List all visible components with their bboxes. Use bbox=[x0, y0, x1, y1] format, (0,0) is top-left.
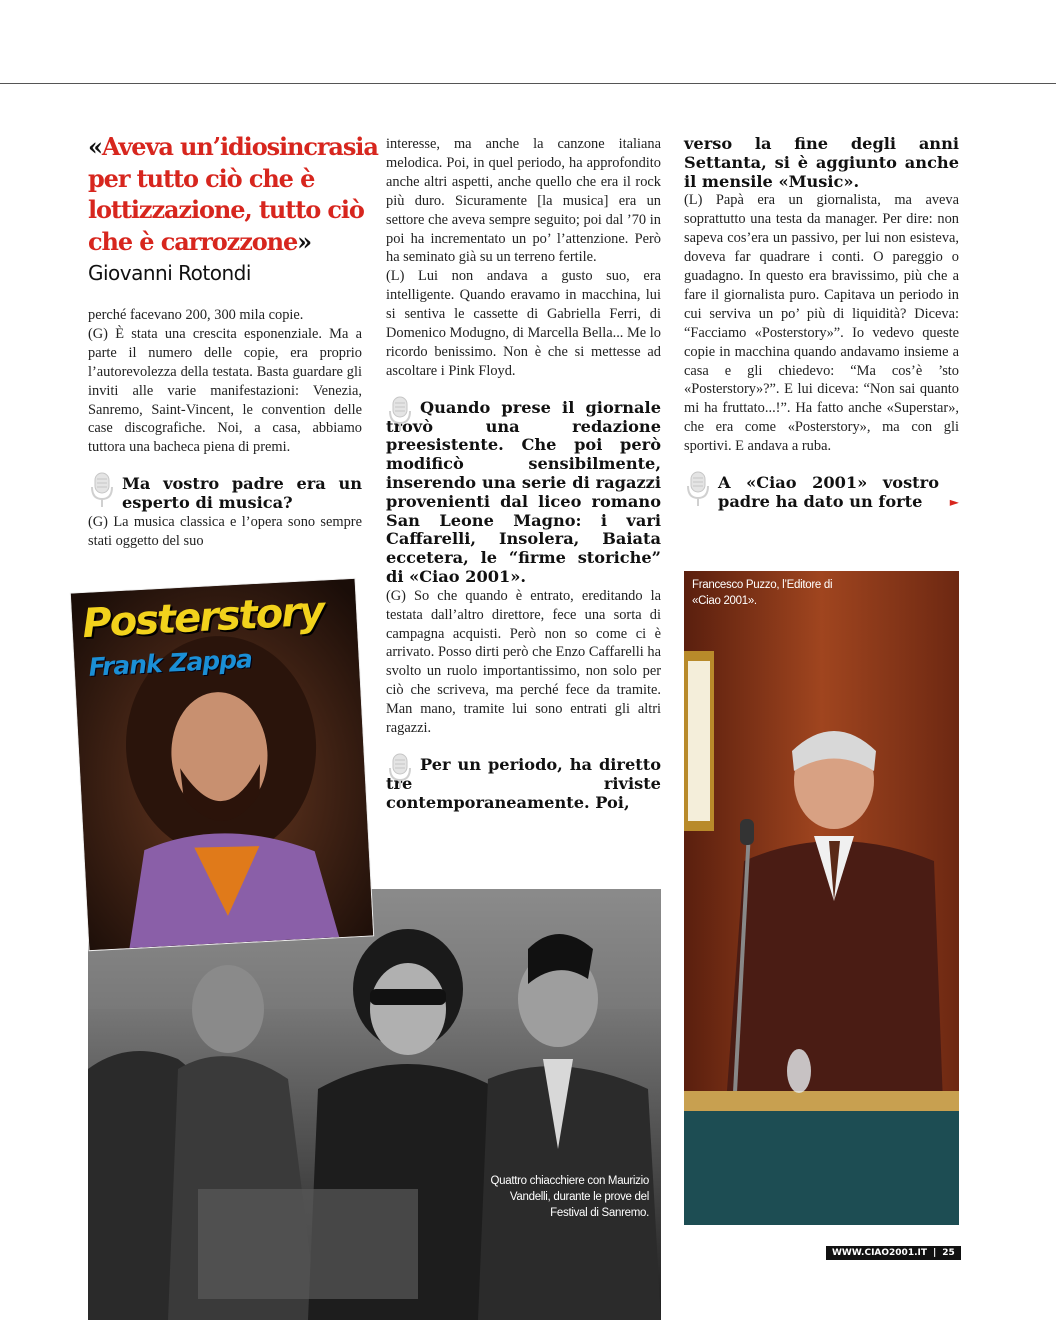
photo-color-caption: Francesco Puzzo, l’Editore di «Ciao 2001». bbox=[692, 579, 833, 607]
col2-paragraph-2: (L) Lui non andava a gusto suo, era intelligente. Quando eravamo in macchina, lui si sentiva le cassette di Gabriella Ferri, di Domenico Modugno, di Marcella Bella... Me lo ricordo benissimo. Non è che si mettesse ad ascoltare i Pink Floyd. bbox=[386, 268, 661, 379]
question-3-text: Per un periodo, ha diretto tre riviste contemporaneamente. Poi, bbox=[386, 755, 661, 812]
microphone-icon bbox=[88, 471, 116, 511]
col2-paragraph-1: interesse, ma anche la canzone italiana melodica. Poi, in quel periodo, ha approfondito anche altri aspetti, anche quello che era il rock più duro. Sicuramente [la musica] era un settore che aveva sempre seguito; poi dal ’70 in poi ha incrementato un po’ l’attenzione. Però ha seminato già su un terreno fertile. bbox=[386, 136, 661, 266]
magazine-subtitle: Frank Zappa bbox=[87, 644, 253, 682]
question-1-text: Ma vostro padre era un esperto di musica? bbox=[122, 474, 362, 513]
question-1 bbox=[88, 475, 362, 513]
column-1 bbox=[88, 306, 362, 551]
continue-arrow-icon: ► bbox=[949, 494, 959, 509]
photo-bw-sanremo bbox=[88, 889, 661, 1320]
photo-bw-image bbox=[88, 889, 661, 1320]
magazine-title: Posterstory bbox=[81, 588, 325, 648]
pull-quote-body: Aveva un’idiosincrasia per tutto ciò che è lottizzazione, tutto ciò che è carrozzone bbox=[88, 132, 378, 256]
column-2 bbox=[386, 135, 661, 812]
col1-paragraph-2: (G) È stata una crescita esponenziale. Ma a parte il numero delle copie, era proprio l’autorevolezza della testata. Basta guardare gli inviti alle varie manifestazioni: Venezia, Sanremo, Saint-Vincent, le convention delle case discografiche. Noi, a casa, abbiamo tuttora una bacheca piena di premi. bbox=[88, 325, 362, 456]
open-guillemet: « bbox=[88, 132, 102, 161]
question-2 bbox=[386, 399, 661, 587]
microphone-icon bbox=[386, 395, 414, 435]
photo-bw-caption: Quattro chiacchiere con Maurizio Vandelli, durante le prove del Festival di Sanremo. bbox=[490, 1175, 649, 1219]
question-4-text: A «Ciao 2001» vostro padre ha dato un forte bbox=[718, 473, 939, 511]
col2-paragraph-3: (G) So che quando è entrato, ereditando la testata dall’altro direttore, fece una sorta di campagna acquisti. Però non so come ci è arrivato. Posso dirti però che Enzo Caffarelli ha svolto un ruolo importantissimo, non solo per ciò che scriveva, ma perché fece da tramite. Man mano, tramite lui sono entrati gli altri ragazzi. bbox=[386, 587, 661, 737]
question-2-text: Quando prese il giornale trovò una redazione preesistente. Che poi però modificò sensibilmente, inserendo una serie di ragazzi provenienti dal liceo romano San Leone Magno: i vari Caffarelli, Insolera, Baiata eccetera, le “firme storiche” di «Ciao 2001». bbox=[386, 397, 661, 586]
col1-paragraph-1: perché facevano 200, 300 mila copie. bbox=[88, 307, 304, 323]
page-number: 25 bbox=[942, 1248, 955, 1258]
pull-quote-author: Giovanni Rotondi bbox=[88, 261, 251, 285]
magazine-cover bbox=[71, 579, 373, 950]
footer-url[interactable]: WWW.CIAO2001.IT bbox=[832, 1248, 927, 1258]
photo-color-image bbox=[684, 571, 959, 1225]
pull-quote-text bbox=[88, 131, 378, 257]
top-rule bbox=[0, 83, 1056, 84]
footer-separator: | bbox=[933, 1248, 937, 1258]
question-continued: verso la fine degli anni Settanta, si è aggiunto anche il mensile «Music». bbox=[684, 134, 959, 191]
col3-paragraph-1: (L) Papà era un giornalista, ma aveva soprattutto una testa da manager. Per dire: non sapeva cos’era un passivo, per lui non esisteva, doveva far quadrare i conti. O pareggio o guadagno. In questo era bravissimo, più che a fare il giornalista puro. Capitava un periodo in cui serviva un po’ più di liquidità? Diceva: “Facciamo «Posterstory»”. Io vedevo queste copie in macchina quando andavamo insieme a casa e gli chiedevo: “Ma cos’è ’sto «Posterstory»?”. E lui diceva: “Non sai quanto mi ha fruttato...!”. Ha fatto anche «Superstar», che era come «Posterstory», ma con gli sportivi. E andava a ruba. bbox=[684, 192, 959, 455]
microphone-icon bbox=[386, 752, 414, 792]
close-guillemet: » bbox=[297, 226, 312, 256]
question-3 bbox=[386, 756, 661, 812]
col1-paragraph-3: (G) La musica classica e l’opera sono sempre stati oggetto del suo bbox=[88, 513, 362, 549]
pull-quote bbox=[88, 131, 378, 285]
page-footer bbox=[826, 1246, 961, 1260]
column-3 bbox=[684, 135, 959, 512]
photo-color-editor bbox=[684, 571, 959, 1225]
microphone-icon bbox=[684, 470, 712, 510]
question-4 bbox=[684, 474, 959, 512]
